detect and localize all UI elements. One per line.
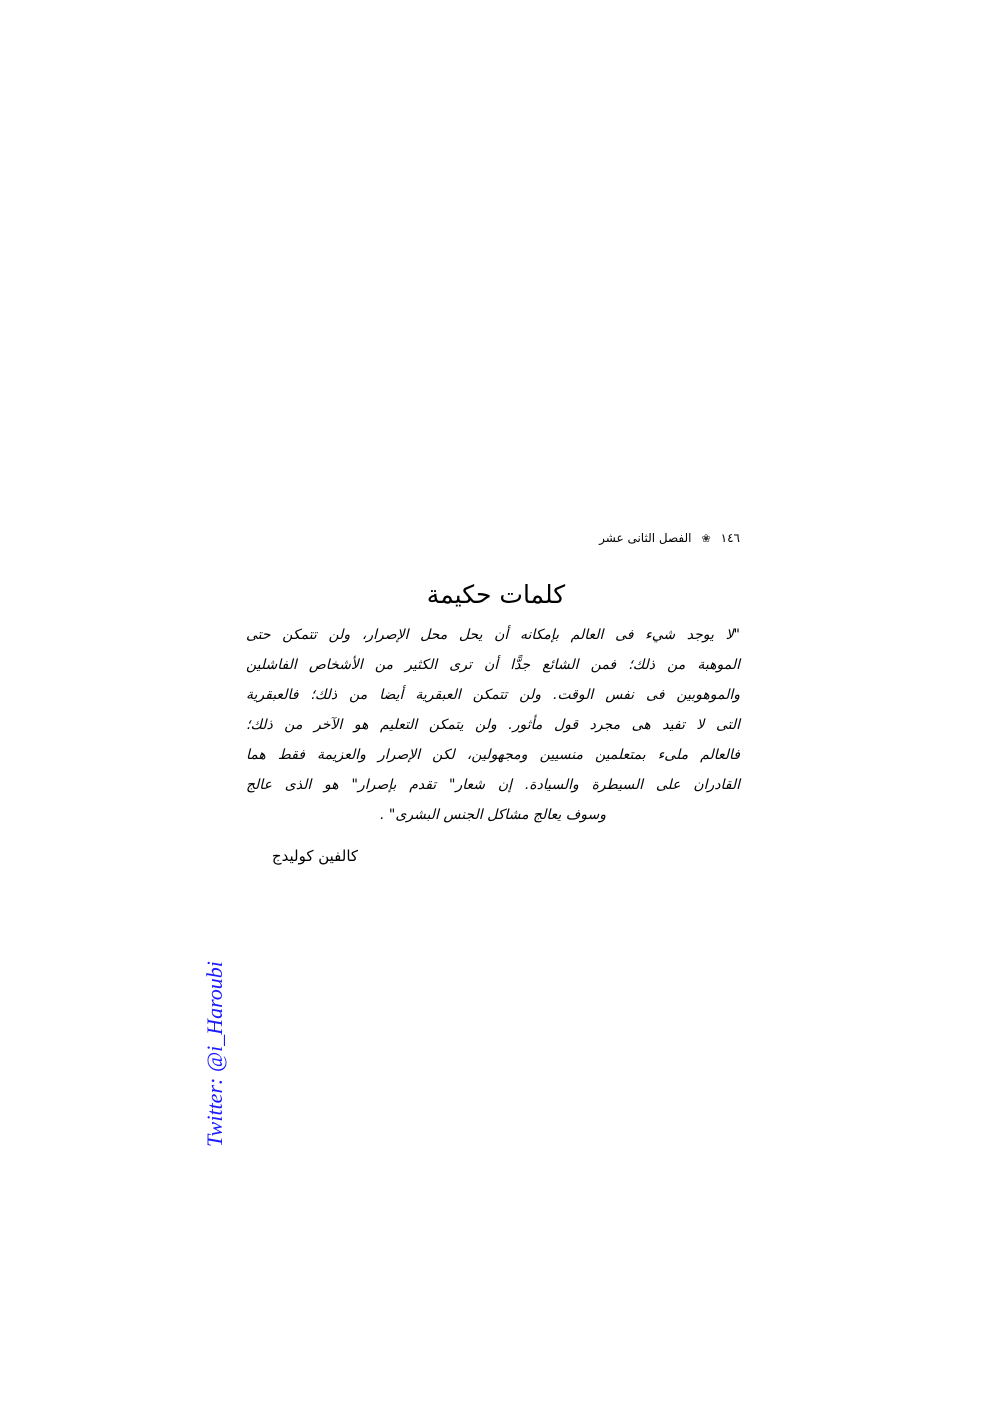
quote-line: والموهوبين فى نفس الوقت. ولن تتمكن العبقرية أيضا من ذلك؛ فالعبقرية <box>246 687 740 703</box>
quote-line: القادران على السيطرة والسيادة. إن شعار" تقدم بإصرار" هو الذى عالج <box>246 777 740 793</box>
quote-line: التى لا تفيد هى مجرد قول مأثور. ولن يتمكن التعليم هو الآخر من ذلك؛ <box>246 717 740 733</box>
quote-line: "لا يوجد شيء فى العالم بإمكانه أن يحل محل الإصرار، ولن تتمكن حتى <box>246 627 740 643</box>
section-title: كلمات حكيمة <box>426 580 566 609</box>
quote-author: كالفين كوليدج <box>271 847 359 865</box>
quote-line: فالعالم ملىء بمتعلمين منسيين ومجهولين، لكن الإصرار والعزيمة فقط هما <box>246 747 740 763</box>
quote-line: الموهبة من ذلك؛ فمن الشائع جدًّا أن ترى الكثير من الأشخاص الفاشلين <box>246 657 740 673</box>
chapter-title: الفصل الثانى عشر <box>599 531 692 545</box>
watermark: Twitter: @i_Haroubi <box>202 961 227 1147</box>
quote-block <box>246 620 740 830</box>
page-number: ١٤٦ <box>720 531 740 545</box>
ornament-icon: ❀ <box>701 531 711 545</box>
running-header <box>599 531 740 545</box>
quote-line: وسوف يعالج مشاكل الجنس البشرى" . <box>380 807 606 823</box>
